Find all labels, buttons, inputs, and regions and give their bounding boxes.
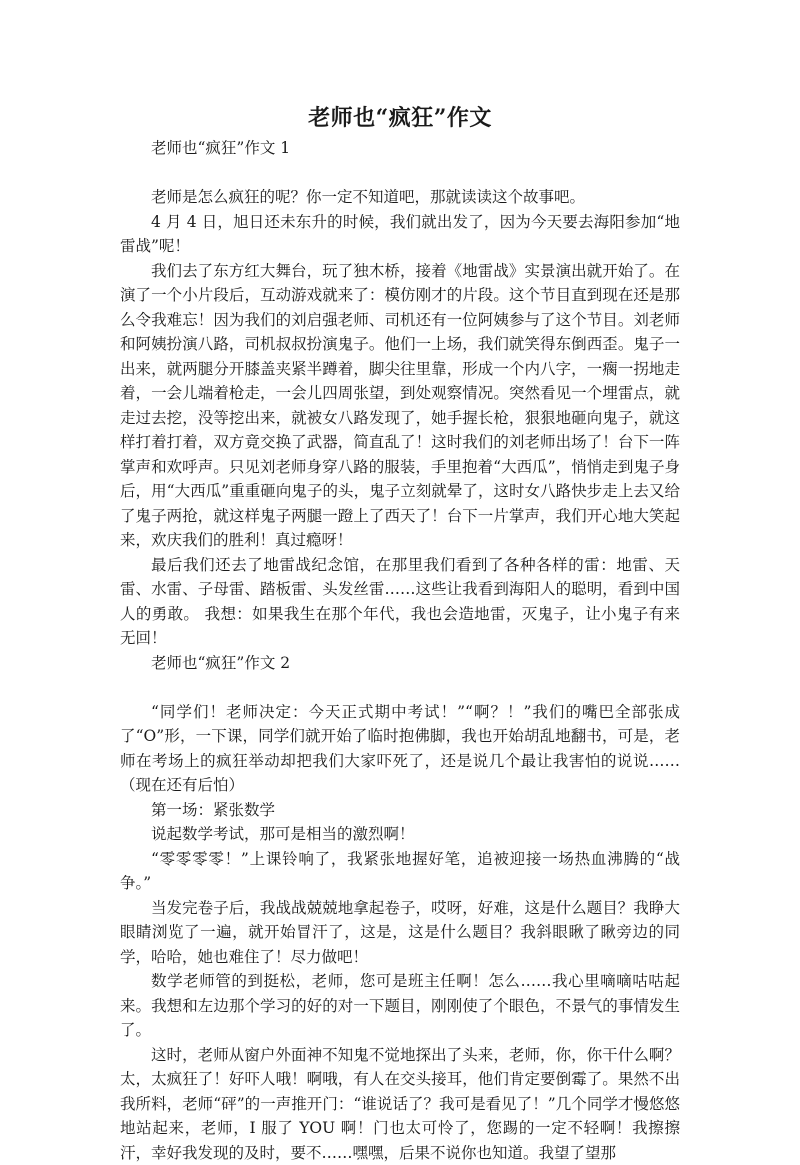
document-body bbox=[120, 136, 680, 1165]
paragraph: 数学老师管的到挺松，老师，您可是班主任啊！怎么……我心里嘀嘀咕咕起来。我想和左边那个学习的好的对一下题目，刚刚使了个眼色，不景气的事情发生了。 bbox=[120, 969, 680, 1043]
section-heading-1: 老师也“疯狂”作文 1 bbox=[120, 136, 680, 161]
paragraph: 当发完卷子后，我战战兢兢地拿起卷子，哎呀，好难，这是什么题目？我睁大眼睛浏览了一遍，就开始冒汗了，这是，这是什么题目？我斜眼瞅了瞅旁边的同学，哈哈，她也难住了！尽力做吧！ bbox=[120, 896, 680, 970]
paragraph: 说起数学考试，那可是相当的激烈啊！ bbox=[120, 822, 680, 847]
paragraph: 最后我们还去了地雷战纪念馆，在那里我们看到了各种各样的雷：地雷、天雷、水雷、子母雷、踏板雷、头发丝雷……这些让我看到海阳人的聪明，看到中国人的勇敢。 我想：如果我生在那个年代，我也会造地雷，灭鬼子，让小鬼子有来无回！ bbox=[120, 553, 680, 651]
document-title: 老师也“疯狂”作文 bbox=[0, 104, 800, 132]
paragraph: 4 月 4 日，旭日还未东升的时候，我们就出发了，因为今天要去海阳参加“地雷战”呢！ bbox=[120, 210, 680, 259]
paragraph: 这时，老师从窗户外面神不知鬼不觉地探出了头来，老师，你，你干什么啊？太，太疯狂了！好吓人哦！啊哦，有人在交头接耳，他们肯定要倒霉了。果然不出我所料，老师“砰”的一声推开门：“谁说话了？我可是看见了！”几个同学才慢悠悠地站起来，老师，I 服了 YOU 啊！门也太可怜了，您踢的一定不轻啊！我擦擦汗，幸好我发现的及时，要不……嘿嘿，后果不说你也知道。我望了望那 bbox=[120, 1043, 680, 1165]
paragraph: “零零零零！”上课铃响了，我紧张地握好笔，追被迎接一场热血沸腾的“战争。” bbox=[120, 847, 680, 896]
paragraph: “同学们！老师决定：今天正式期中考试！”“啊？！”我们的嘴巴全部张成了“O”形，一下课，同学们就开始了临时抱佛脚，我也开始胡乱地翻书，可是，老师在考场上的疯狂举动却把我们大家吓死了，还是说几个最让我害怕的说说……（现在还有后怕） bbox=[120, 700, 680, 798]
blank-line bbox=[120, 675, 680, 700]
subheading: 第一场：紧张数学 bbox=[120, 798, 680, 823]
section-heading-2: 老师也“疯狂”作文 2 bbox=[120, 651, 680, 676]
paragraph: 老师是怎么疯狂的呢？你一定不知道吧，那就读读这个故事吧。 bbox=[120, 185, 680, 210]
paragraph: 我们去了东方红大舞台，玩了独木桥，接着《地雷战》实景演出就开始了。在演了一个小片段后，互动游戏就来了：模仿刚才的片段。这个节目直到现在还是那么令我难忘！因为我们的刘启强老师、司机还有一位阿姨参与了这个节目。刘老师和阿姨扮演八路，司机叔叔扮演鬼子。他们一上场，我们就笑得东倒西歪。鬼子一出来，就两腿分开膝盖夹紧半蹲着，脚尖往里靠，形成一个内八字，一瘸一拐地走着，一会儿端着枪走，一会儿四周张望，到处观察情况。突然看见一个埋雷点，就走过去挖，没等挖出来，就被女八路发现了，她手握长枪，狠狠地砸向鬼子，就这样打着打着，双方竟交换了武器，简直乱了！这时我们的刘老师出场了！台下一阵掌声和欢呼声。只见刘老师身穿八路的服装，手里抱着“大西瓜”，悄悄走到鬼子身后，用“大西瓜”重重砸向鬼子的头，鬼子立刻就晕了，这时女八路快步走上去又给了鬼子两抢，就这样鬼子两腿一蹬上了西天了！台下一片掌声，我们开心地大笑起来，欢庆我们的胜利！真过瘾呀！ bbox=[120, 259, 680, 553]
blank-line bbox=[120, 161, 680, 186]
